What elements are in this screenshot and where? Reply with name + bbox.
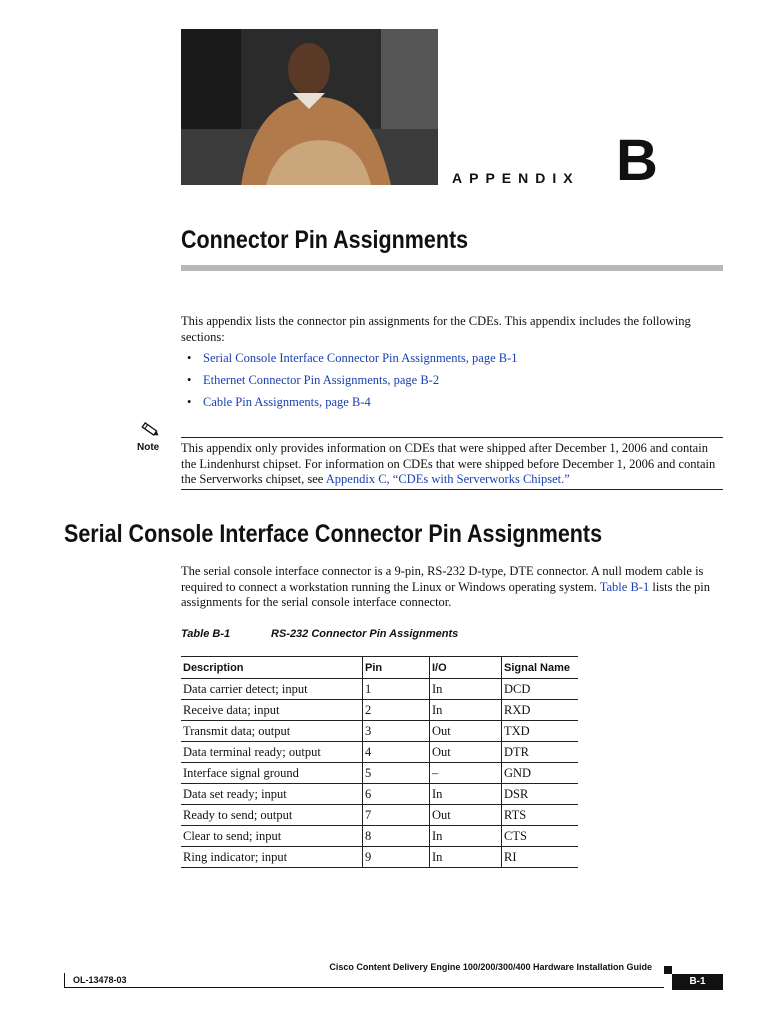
note-label: Note [137,442,160,453]
table-cell: 5 [363,763,430,784]
table-cell: 1 [363,679,430,700]
table-cell: DCD [502,679,579,700]
section-link[interactable]: Serial Console Interface Connector Pin Assignments, page B-1 [203,351,518,365]
table-row [181,721,578,742]
table-cell: Clear to send; input [181,826,363,847]
table-cell: Interface signal ground [181,763,363,784]
table-cell: 3 [363,721,430,742]
table-cell: Out [430,721,502,742]
table-cell: 8 [363,826,430,847]
table-cell: Transmit data; output [181,721,363,742]
footer-guide-title: Cisco Content Delivery Engine 100/200/300/400 Hardware Installation Guide [329,962,652,972]
pin-assignment-table [181,656,578,868]
section-para-text: The serial console interface connector is a 9-pin, RS-232 D-type, DTE connector. A null modem cable is required to connect a workstation running the Linux or Windows operating system. [181,564,704,594]
page-title: Connector Pin Assignments [181,226,469,254]
table-cell: TXD [502,721,579,742]
column-header: Signal Name [502,657,579,679]
table-cell: 7 [363,805,430,826]
table-caption [181,628,458,640]
section-link[interactable]: Ethernet Connector Pin Assignments, page B-2 [203,373,440,387]
section-link[interactable]: Cable Pin Assignments, page B-4 [203,395,371,409]
list-item [187,372,518,394]
note-text [181,437,723,490]
table-cell: CTS [502,826,579,847]
header-photo [181,29,438,185]
table-cell: Ring indicator; input [181,847,363,868]
table-cell: Ready to send; output [181,805,363,826]
person-photo-illustration [181,29,438,185]
column-header: Description [181,657,363,679]
pencil-note-icon [139,421,161,444]
table-cell: 6 [363,784,430,805]
note-body: This appendix only provides information on CDEs that were shipped after December 1, 2006 and contain the Lindenhurst chipset. For information on CDEs that were shipped before December 1, 2006 and contain the Serverworks chipset, see [181,441,716,486]
table-row [181,784,578,805]
section-heading: Serial Console Interface Connector Pin Assignments [64,520,603,548]
bullet-icon: • [187,395,192,409]
appendix-label: APPENDIX [452,170,580,186]
section-paragraph [181,564,723,611]
table-cell: RXD [502,700,579,721]
footer-doc-number: OL-13478-03 [64,973,664,988]
column-header: I/O [430,657,502,679]
table-cell: In [430,700,502,721]
table-b1-link[interactable]: Table B-1 [599,579,650,594]
footer-marker [664,966,672,974]
section-link-list [187,350,518,416]
table-row [181,742,578,763]
table-cell: RTS [502,805,579,826]
table-caption-number: Table B-1 [181,628,231,640]
bullet-icon: • [187,373,192,387]
table-cell: Data set ready; input [181,784,363,805]
table-row [181,826,578,847]
column-header: Pin [363,657,430,679]
table-cell: In [430,784,502,805]
table-row [181,847,578,868]
appendix-c-link[interactable]: Appendix C, “CDEs with Serverworks Chipset.” [325,472,570,486]
table-cell: GND [502,763,579,784]
table-caption-title: RS-232 Connector Pin Assignments [271,628,459,640]
list-item [187,350,518,372]
footer-page-number: B-1 [672,974,723,990]
table-row [181,805,578,826]
table-cell: In [430,826,502,847]
table-cell: Data carrier detect; input [181,679,363,700]
title-rule [181,265,723,271]
table-cell: – [430,763,502,784]
table-row [181,700,578,721]
table-cell: Out [430,742,502,763]
table-cell: RI [502,847,579,868]
table-cell: DTR [502,742,579,763]
table-cell: 2 [363,700,430,721]
list-item [187,394,518,416]
table-row [181,679,578,700]
table-cell: In [430,847,502,868]
table-header-row [181,657,578,679]
table-row [181,763,578,784]
table-cell: Out [430,805,502,826]
table-cell: Data terminal ready; output [181,742,363,763]
table-cell: 4 [363,742,430,763]
table-cell: 9 [363,847,430,868]
section-para-text-end: lists the pin assignments for the serial console interface connector. [181,579,710,609]
intro-paragraph: This appendix lists the connector pin assignments for the CDEs. This appendix includes the following sections: [181,314,691,344]
appendix-letter: B [616,128,658,193]
table-cell: DSR [502,784,579,805]
bullet-icon: • [187,351,192,365]
table-cell: Receive data; input [181,700,363,721]
table-cell: In [430,679,502,700]
